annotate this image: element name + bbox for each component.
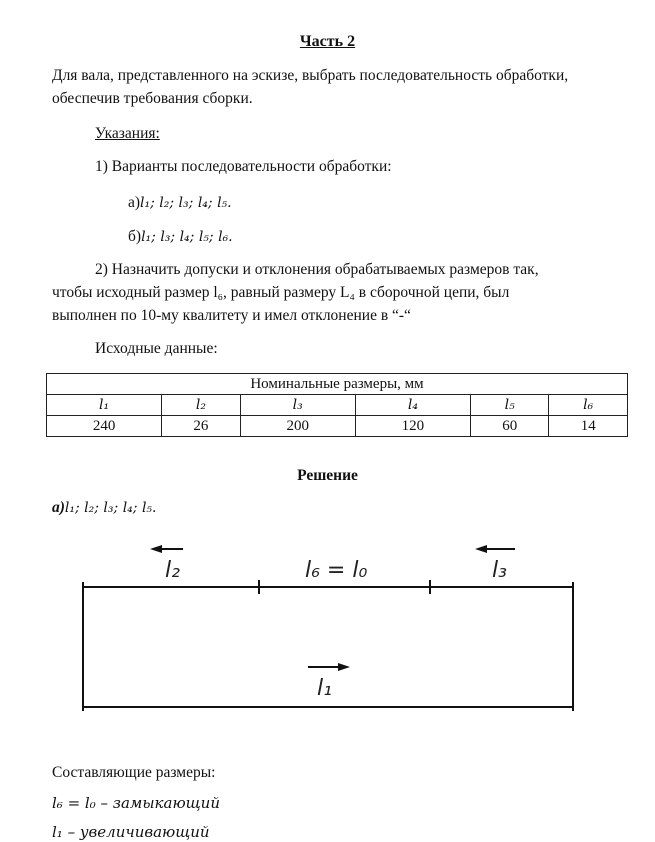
table-header: l₂ xyxy=(162,395,240,416)
component-closing: l₆ = l₀ – замыкающий xyxy=(52,794,220,812)
table-cell: 26 xyxy=(162,416,240,437)
source-label: Исходные данные: xyxy=(95,340,218,357)
item-2-line-3: выполнен по 10-му квалитету и имел отклонение в “-“ xyxy=(52,307,411,324)
components-label: Составляющие размеры: xyxy=(52,764,216,781)
solution-a-prefix: а) xyxy=(52,499,65,516)
solution-a xyxy=(52,498,157,518)
table-row xyxy=(47,416,628,437)
variant-a-math: l₁; l₂; l₃; l₄; l₅. xyxy=(140,195,232,211)
label-l2: l₂ xyxy=(165,558,180,583)
instructions-label: Указания: xyxy=(95,125,160,142)
variant-b xyxy=(128,227,233,247)
item-1: 1) Варианты последовательности обработки: xyxy=(95,158,392,175)
table-header: l₄ xyxy=(355,395,470,416)
variant-a xyxy=(128,193,232,213)
label-l6-l0: l₆ = l₀ xyxy=(305,558,368,583)
intro-line-2: обеспечив требования сборки. xyxy=(52,90,253,107)
table-header: l₅ xyxy=(470,395,548,416)
dimension-chain-diagram xyxy=(0,530,655,720)
intro-line-1: Для вала, представленного на эскизе, выбрать последовательность обработки, xyxy=(52,67,569,84)
dimensions-table xyxy=(46,373,628,437)
component-increasing: l₁ – увеличивающий xyxy=(52,823,210,841)
table-cell: 240 xyxy=(47,416,162,437)
item-2-line-1: 2) Назначить допуски и отклонения обрабатываемых размеров так, xyxy=(95,261,539,278)
table-caption: Номинальные размеры, мм xyxy=(47,374,628,395)
variant-a-prefix: а) xyxy=(128,194,141,211)
label-l3: l₃ xyxy=(492,558,507,583)
table-header: l₆ xyxy=(549,395,628,416)
table-cell: 200 xyxy=(240,416,355,437)
table-header: l₁ xyxy=(47,395,162,416)
table-header-row xyxy=(47,395,628,416)
label-l1: l₁ xyxy=(317,676,332,701)
variant-b-prefix: б) xyxy=(128,228,142,245)
table-cell: 14 xyxy=(549,416,628,437)
item-2-line-2: чтобы исходный размер l₆, равный размеру L₄ в сборочной цепи, был xyxy=(52,284,510,301)
table-header: l₃ xyxy=(240,395,355,416)
solution-a-math: l₁; l₂; l₃; l₄; l₅. xyxy=(64,500,157,516)
solution-title: Решение xyxy=(297,467,358,484)
variant-b-math: l₁; l₃; l₄; l₅; l₆. xyxy=(141,229,233,245)
table-cell: 60 xyxy=(470,416,548,437)
table-cell: 120 xyxy=(355,416,470,437)
page-title: Часть 2 xyxy=(299,33,356,50)
